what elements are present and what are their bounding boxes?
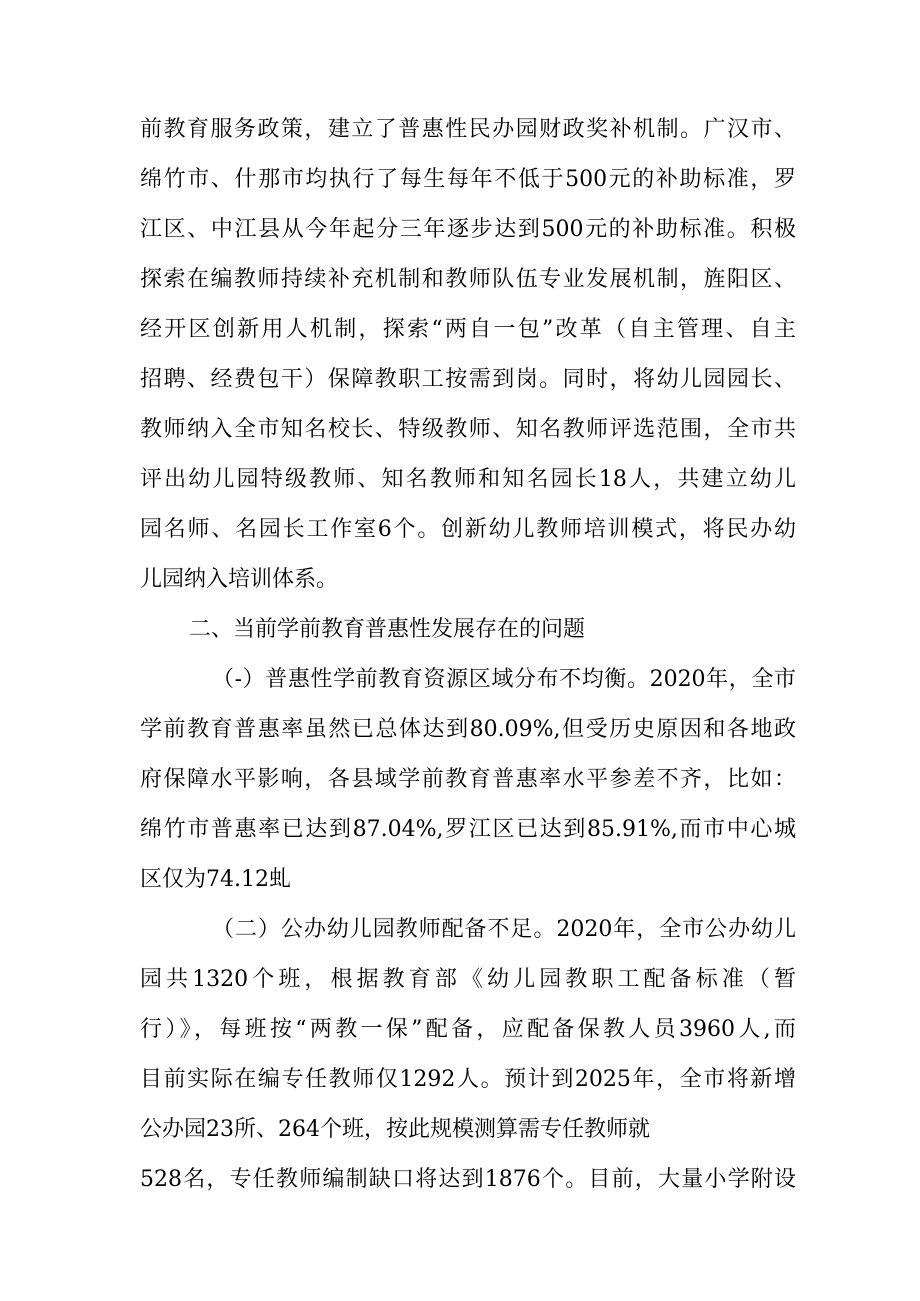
section-heading: 二、当前学前教育普惠性发展存在的问题 — [189, 617, 586, 642]
paragraph-line: 儿园纳入培训体系。 — [140, 567, 339, 592]
paragraph-line: 公办园23所、264个班，按此规模测算需专任教师就 — [140, 1117, 650, 1142]
paragraph-line: 经开区创新用人机制，探索“两自一包”改革（自主管理、自主 — [140, 317, 796, 342]
paragraph-line: （-）普惠性学前教育资源区域分布不均衡。2020年，全市 — [212, 667, 796, 692]
paragraph-line: 评出幼儿园特级教师、知名教师和知名园长18人，共建立幼儿 — [140, 467, 796, 492]
paragraph-line: 528名，专任教师编制缺口将达到1876个。目前，大量小学附设 — [140, 1167, 796, 1192]
paragraph-line: 目前实际在编专任教师仅1292人。预计到2025年，全市将新增 — [140, 1067, 796, 1092]
paragraph-line: 园共1320个班，根据教育部《幼儿园教职工配备标准（暂 — [140, 967, 796, 992]
paragraph-line: 前教育服务政策，建立了普惠性民办园财政奖补机制。广汉市、 — [140, 117, 796, 142]
paragraph-line: 招聘、经费包干）保障教职工按需到岗。同时，将幼儿园园长、 — [140, 367, 796, 392]
paragraph-line: 府保障水平影响，各县域学前教育普惠率水平参差不齐，比如： — [140, 767, 796, 792]
paragraph-line: 行）》，每班按“两教一保”配备，应配备保教人员3960人,而 — [140, 1017, 796, 1042]
paragraph-line: 江区、中江县从今年起分三年逐步达到500元的补助标准。积极 — [140, 217, 796, 242]
paragraph-line: 探索在编教师持续补充机制和教师队伍专业发展机制，旌阳区、 — [140, 267, 796, 292]
paragraph-line: 绵竹市、什那市均执行了每生每年不低于500元的补助标准，罗 — [140, 167, 796, 192]
paragraph-line: 教师纳入全市知名校长、特级教师、知名教师评选范围，全市共 — [140, 417, 796, 442]
paragraph-line: 园名师、名园长工作室6个。创新幼儿教师培训模式，将民办幼 — [140, 517, 796, 542]
paragraph-line: （二）公办幼儿园教师配备不足。2020年，全市公办幼儿 — [212, 917, 796, 942]
paragraph-line: 区仅为74.12虬 — [140, 867, 291, 892]
paragraph-line: 绵竹市普惠率已达到87.04%,罗江区已达到85.91%,而市中心城 — [140, 817, 796, 842]
paragraph-line: 学前教育普惠率虽然已总体达到80.09%,但受历史原因和各地政 — [140, 717, 796, 742]
